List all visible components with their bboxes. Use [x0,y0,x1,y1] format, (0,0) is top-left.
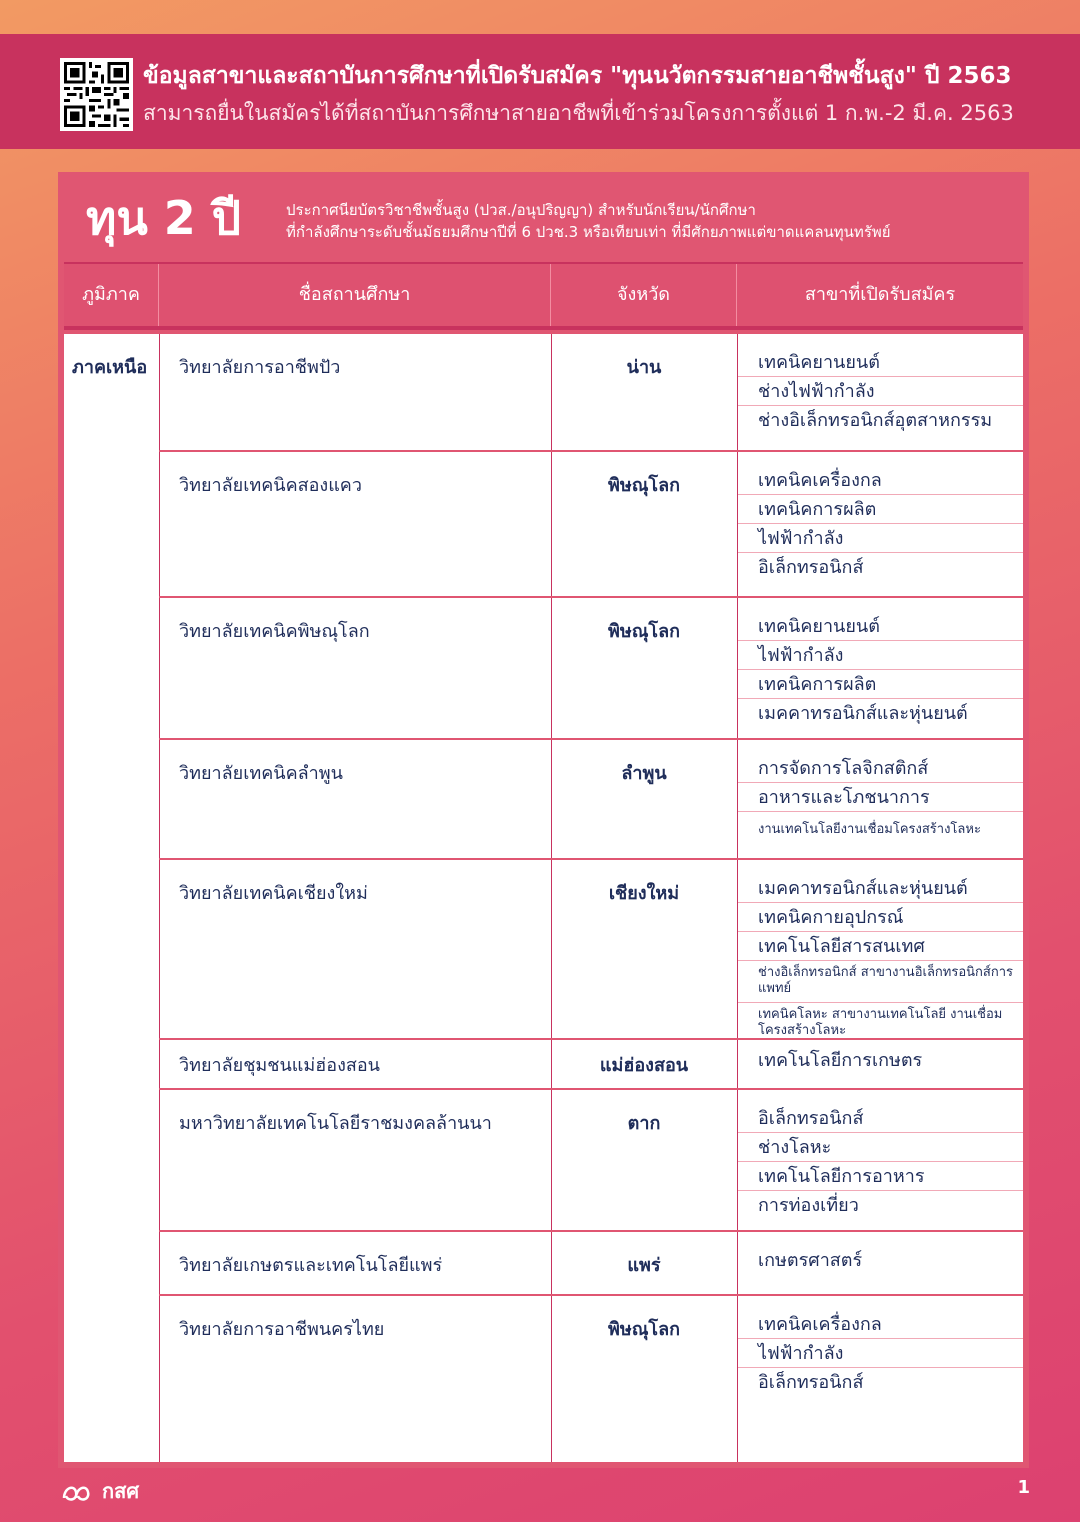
school-name: วิทยาลัยการอาชีพปัว [179,357,341,378]
branch-list [738,612,1023,728]
branch-item: การจัดการโลจิกสติกส์ [738,754,1023,783]
branch-list [738,874,1023,1045]
school-name: วิทยาลัยเทคนิคลำพูน [179,763,343,784]
province-name: ตาก [627,1113,661,1134]
branch-item: เกษตรศาสตร์ [758,1250,863,1271]
province-name: พิษณุโลก [607,621,681,642]
school-name: วิทยาลัยเทคนิคสองแคว [179,475,362,496]
branch-item: ช่างไฟฟ้ากำลัง [738,377,1023,406]
table-row [159,1232,1023,1296]
page-number: 1 [1017,1477,1030,1498]
branch-list [738,1310,1023,1397]
branch-list [738,754,1023,848]
branch-item: อาหารและโภชนาการ [738,783,1023,812]
page-subtitle: สามารถยื่นในสมัครได้ที่สถาบันการศึกษาสายอาชีพที่เข้าร่วมโครงการตั้งแต่ 1 ก.พ.-2 มี.ค. 2563 [143,101,1014,125]
branch-item: ไฟฟ้ากำลัง [738,1339,1023,1368]
table-row [159,1296,1023,1462]
school-name: วิทยาลัยเทคนิคเชียงใหม่ [179,883,368,904]
branch-item: งานเทคโนโลยีงานเชื่อมโครงสร้างโลหะ [758,822,981,837]
table-row [159,1090,1023,1232]
branch-item: อิเล็กทรอนิกส์ [738,1104,1023,1133]
column-header-branches: สาขาที่เปิดรับสมัคร [804,284,956,305]
branch-list [738,1104,1023,1220]
table-row [159,1040,1023,1090]
branch-list [738,1246,1023,1275]
branch-item: เทคโนโลยีการอาหาร [738,1162,1023,1191]
province-name: ลำพูน [621,763,667,784]
table-header [64,262,1023,330]
branch-item: การท่องเที่ยว [758,1195,859,1216]
school-name: มหาวิทยาลัยเทคโนโลยีราชมงคลล้านนา [179,1113,492,1134]
scholarship-desc-line2: ที่กำลังศึกษาระดับชั้นมัธยมศึกษาปีที่ 6 ปวช.3 หรือเทียบเท่า ที่มีศักยภาพแต่ขาดแคลนทุนทรัพย์ [286,223,891,241]
logo-text: กสศ [102,1479,140,1503]
card-header [64,178,1023,258]
table-body [64,334,1023,1462]
column-header-school: ชื่อสถานศึกษา [159,264,551,326]
qr-code-icon[interactable] [60,58,133,131]
school-name: วิทยาลัยเกษตรและเทคโนโลยีแพร่ [179,1255,443,1276]
branch-list [738,348,1023,435]
branch-item: เทคนิคเครื่องกล [738,466,1023,495]
province-name: แม่ฮ่องสอน [599,1055,689,1076]
province-name: พิษณุโลก [607,475,681,496]
branch-item: เทคนิคเครื่องกล [738,1310,1023,1339]
branch-item: เทคนิคโลหะ สาขางานเทคโนโลยี งานเชื่อมโครงสร้างโลหะ [758,1007,1003,1038]
table-row [159,860,1023,1040]
column-header-region: ภูมิภาค [64,264,159,326]
branch-item: อิเล็กทรอนิกส์ [758,557,864,578]
footer-logo [60,1475,139,1507]
province-name: น่าน [626,357,662,378]
branch-item: ไฟฟ้ากำลัง [738,524,1023,553]
branch-item: เทคนิคกายอุปกรณ์ [738,903,1023,932]
province-name: พิษณุโลก [607,1319,681,1340]
school-name: วิทยาลัยชุมชนแม่ฮ่องสอน [179,1055,380,1076]
table-row [159,452,1023,598]
scholarship-desc-line1: ประกาศนียบัตรวิชาชีพชั้นสูง (ปวส./อนุปริญญา) สำหรับนักเรียน/นักศึกษา [286,201,756,219]
branch-item: เทคโนโลยีการเกษตร [758,1050,923,1071]
branch-item: ช่างอิเล็กทรอนิกส์อุตสาหกรรม [758,410,993,431]
school-name: วิทยาลัยการอาชีพนครไทย [179,1319,385,1340]
table-row [159,598,1023,740]
branch-item: เทคโนโลยีสารสนเทศ [738,932,1023,961]
branch-item: เทคนิคยานยนต์ [738,612,1023,641]
branch-item: เทคนิคยานยนต์ [738,348,1023,377]
school-name: วิทยาลัยเทคนิคพิษณุโลก [179,621,370,642]
branch-item: ไฟฟ้ากำลัง [738,641,1023,670]
scholarship-card [58,172,1029,1468]
branch-list [738,1046,1023,1075]
branch-item: เทคนิคการผลิต [738,495,1023,524]
table-row [159,334,1023,452]
branch-item: เทคนิคการผลิต [738,670,1023,699]
page-title: ข้อมูลสาขาและสถาบันการศึกษาที่เปิดรับสมัคร "ทุนนวัตกรรมสายอาชีพชั้นสูง" ปี 2563 [143,63,1012,89]
province-name: แพร่ [627,1255,661,1276]
branch-item: อิเล็กทรอนิกส์ [758,1372,864,1393]
table-row [159,740,1023,860]
eef-logo-icon [60,1478,96,1504]
branch-item: เมคคาทรอนิกส์และหุ่นยนต์ [758,703,968,724]
province-name: เชียงใหม่ [608,883,680,904]
branch-item: ช่างอิเล็กทรอนิกส์ สาขางานอิเล็กทรอนิกส์การแพทย์ [738,961,1023,1003]
branch-list [738,466,1023,582]
region-label: ภาคเหนือ [72,357,148,378]
branch-item: เมคคาทรอนิกส์และหุ่นยนต์ [738,874,1023,903]
scholarship-title: ทุน 2 ปี [86,191,242,245]
column-header-province: จังหวัด [551,264,737,326]
branch-item: ช่างโลหะ [738,1133,1023,1162]
